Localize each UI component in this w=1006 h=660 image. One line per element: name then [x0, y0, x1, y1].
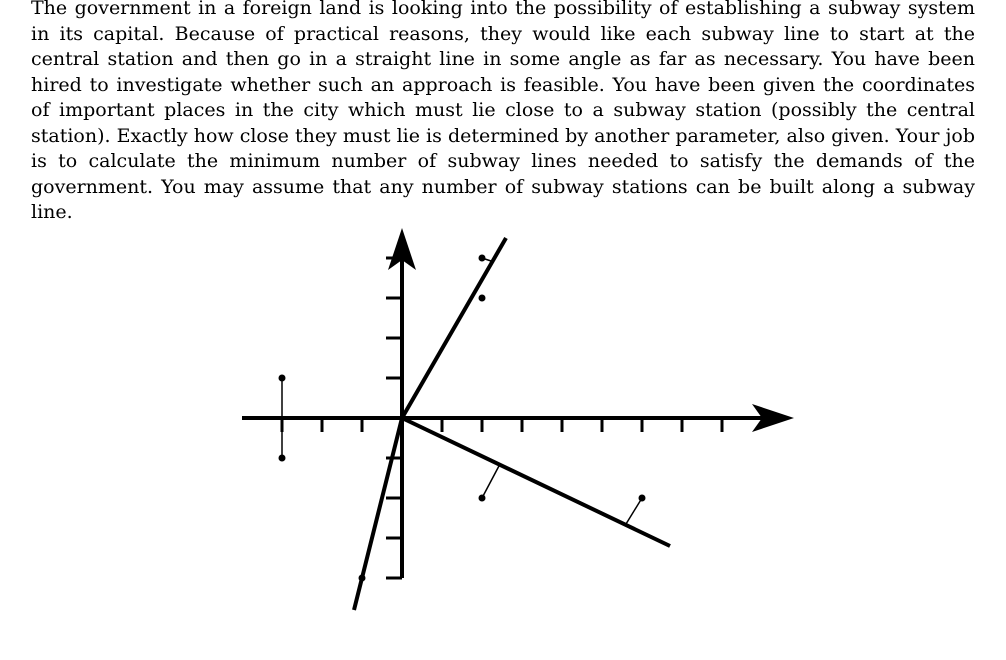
place-point — [359, 575, 366, 582]
place-point — [279, 375, 286, 382]
distance-segment — [626, 498, 642, 524]
place-point — [479, 255, 486, 262]
place-point — [279, 455, 286, 462]
place-point — [479, 295, 486, 302]
place-point — [479, 495, 486, 502]
subway-line — [402, 238, 506, 418]
place-point — [639, 495, 646, 502]
subway-diagram — [236, 222, 800, 618]
subway-line — [402, 418, 670, 546]
distance-segment — [482, 464, 500, 498]
problem-paragraph: The government in a foreign land is looking into the possibility of establishing a subway system in its capital. Because of practical reasons, they would like each subway line to start at the central station and then go in a straight line in some angle as far as necessary. You have been hired to investigate whether such an approach is feasible. You have been given the coordinates of important places in the city which must lie close to a subway station (possibly the central station). Exactly how close they must lie is determined by another parameter, also given. Your job is to calculate the minimum number of subway lines needed to satisfy the demands of the government. You may assume that any number of subway stations can be built along a subway line. — [31, 0, 975, 223]
subway-figure — [236, 222, 800, 618]
